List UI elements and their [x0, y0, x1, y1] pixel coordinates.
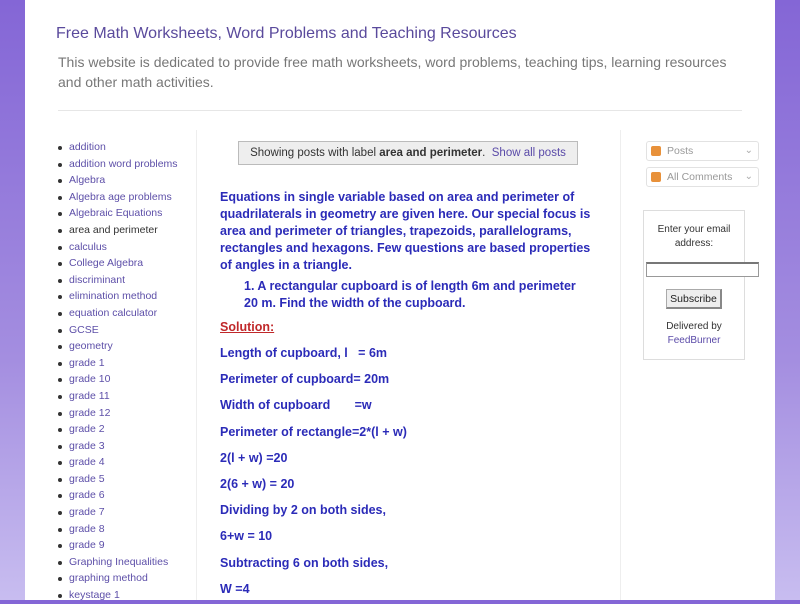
sidebar-label-link[interactable]: calculus — [55, 239, 196, 256]
sidebar-label-link[interactable]: addition word problems — [55, 156, 196, 173]
show-all-posts-link[interactable]: Show all posts — [491, 147, 566, 159]
page — [25, 0, 775, 600]
rss-icon — [651, 172, 661, 182]
feedburner-link[interactable]: FeedBurner — [667, 335, 721, 346]
rss-icon — [651, 146, 661, 156]
sidebar-label-link[interactable]: equation calculator — [55, 305, 196, 322]
sidebar-label-link[interactable]: grade 2 — [55, 421, 196, 438]
delivered-by: Delivered by — [666, 321, 722, 332]
label-status — [238, 141, 578, 165]
solution-step: 2(6 + w) = 20 — [220, 477, 295, 491]
sidebar-label-link[interactable]: grade 9 — [55, 537, 196, 554]
right-sidebar — [620, 130, 775, 600]
sidebar-label-link[interactable]: Graphing Inequalities — [55, 554, 196, 571]
posts-subscribe-dropdown[interactable] — [646, 141, 759, 161]
chevron-down-icon: ⌄ — [744, 145, 753, 156]
sidebar-label-link[interactable]: grade 11 — [55, 388, 196, 405]
sidebar-label-link[interactable]: grade 3 — [55, 438, 196, 455]
labels-sidebar — [55, 130, 197, 600]
sidebar-label-link[interactable]: geometry — [55, 338, 196, 355]
comments-subscribe-dropdown[interactable] — [646, 167, 759, 187]
sidebar-label-link[interactable]: grade 6 — [55, 487, 196, 504]
sidebar-label-link[interactable]: keystage 1 — [55, 587, 196, 604]
sidebar-label-link[interactable]: grade 12 — [55, 405, 196, 422]
sidebar-label-link[interactable]: discriminant — [55, 272, 196, 289]
divider — [58, 110, 742, 111]
sidebar-label-link[interactable]: grade 4 — [55, 454, 196, 471]
solution-step: Dividing by 2 on both sides, — [220, 503, 386, 518]
sidebar-label-link[interactable]: grade 8 — [55, 521, 196, 538]
current-label: area and perimeter — [379, 147, 483, 159]
solution-step: 6+w = 10 — [220, 529, 273, 544]
sidebar-label-link[interactable]: grade 5 — [55, 471, 196, 488]
solution-step: 2(l + w) =20 — [220, 450, 288, 465]
sidebar-label-link[interactable]: grade 10 — [55, 371, 196, 388]
post-intro: Equations in single variable based on area and perimeter of quadrilaterals in geometry are given here. Our special focus is area and perimeter of triangles, trapezoids, parallelograms, rectangles and hexagons. Few questions are based properties of angles in a triangle. — [220, 190, 591, 272]
solution-step: Perimeter of cupboard= 20m — [220, 372, 390, 387]
sidebar-label-link[interactable]: GCSE — [55, 322, 196, 339]
blog-description: This website is dedicated to provide free math worksheets, word problems, teaching tips, learning resources and other math activities. — [58, 54, 727, 90]
sidebar-label-link[interactable]: elimination method — [55, 288, 196, 305]
blog-title[interactable]: Free Math Worksheets, Word Problems and Teaching Resources — [56, 25, 517, 42]
email-subscribe-widget — [643, 210, 745, 360]
solution-step: Perimeter of rectangle=2*(l + w) — [220, 424, 407, 439]
question: 1. A rectangular cupboard is of length 6m and perimeter 20 m. Find the width of the cupboard. — [244, 279, 576, 310]
solution-step: Subtracting 6 on both sides, — [220, 555, 389, 570]
sidebar-label-link[interactable]: addition — [55, 139, 196, 156]
label-suffix: . — [482, 147, 486, 159]
subscribe-button[interactable]: Subscribe — [666, 289, 722, 309]
sidebar-label-link[interactable]: grade 7 — [55, 504, 196, 521]
sidebar-label-link[interactable]: Algebra — [55, 172, 196, 189]
sidebar-label-link[interactable]: graphing method — [55, 570, 196, 587]
sidebar-label-link[interactable]: grade 1 — [55, 355, 196, 372]
solution-step: Length of cupboard, l = 6m — [220, 346, 388, 360]
sidebar-label-link[interactable]: Algebra age problems — [55, 189, 196, 206]
email-prompt: Enter your email address: — [657, 224, 731, 249]
posts-label: Posts — [667, 145, 694, 157]
solution-step: Width of cupboard =w — [220, 398, 372, 413]
chevron-down-icon: ⌄ — [744, 171, 753, 182]
sidebar-label-link[interactable]: area and perimeter — [55, 222, 196, 239]
solution-label: Solution: — [220, 320, 275, 334]
email-input[interactable] — [646, 262, 759, 277]
sidebar-label-link[interactable]: College Algebra — [55, 255, 196, 272]
sidebar-label-link[interactable]: Algebraic Equations — [55, 205, 196, 222]
label-prefix: Showing posts with label — [250, 147, 380, 159]
solution-step: W =4 — [220, 581, 250, 596]
comments-label: All Comments — [667, 171, 733, 183]
